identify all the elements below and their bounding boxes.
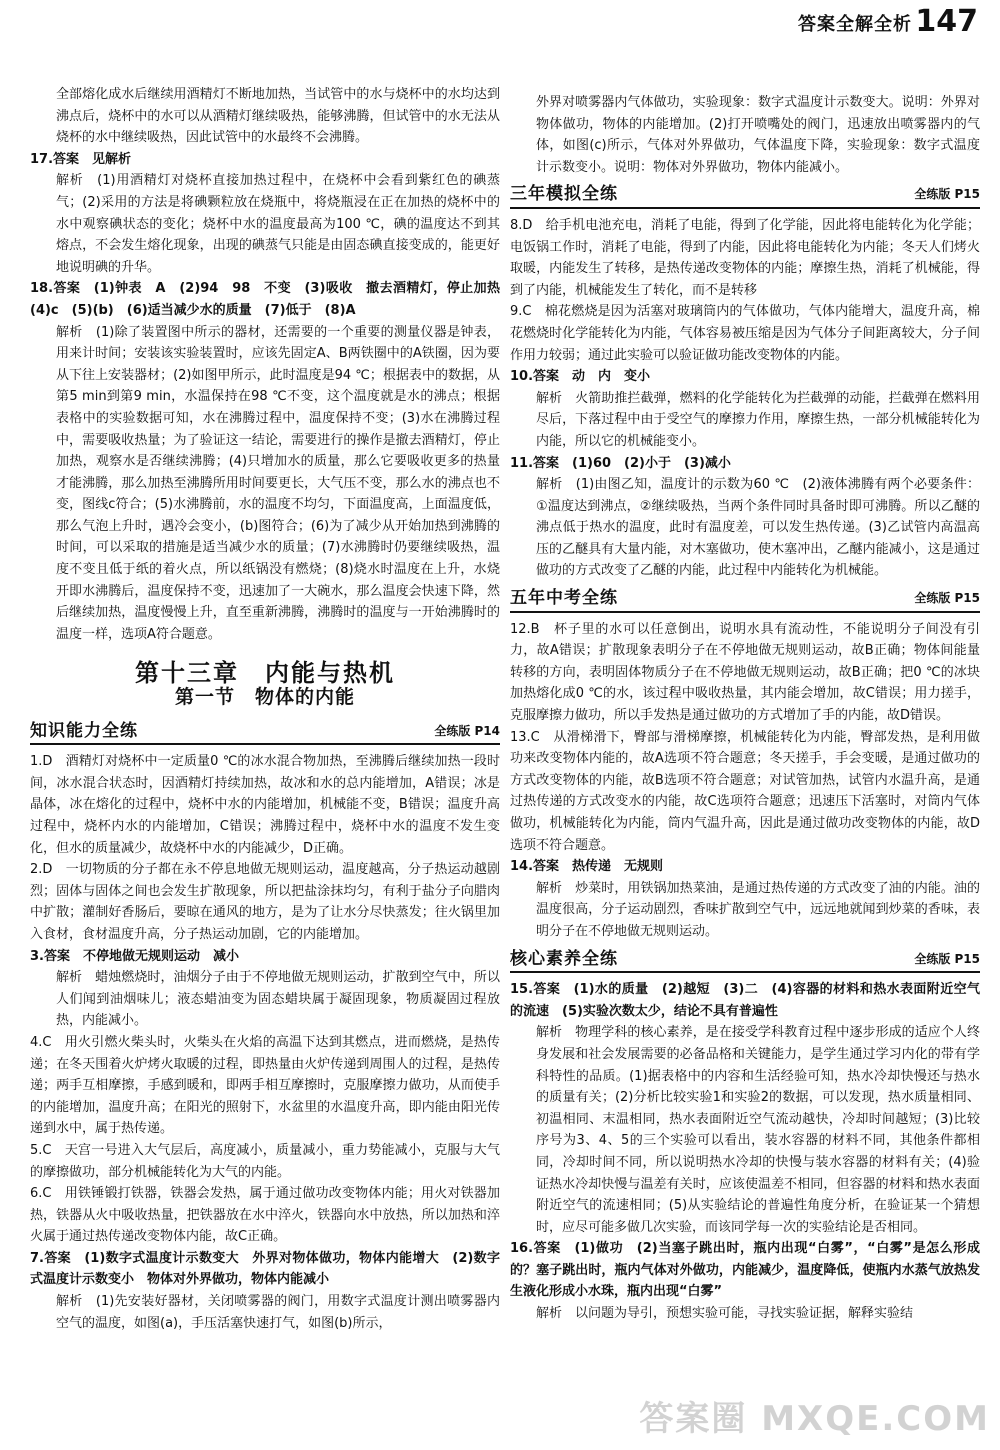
answer-6: 6.C 用铁锤锻打铁器，铁器会发热，属于通过做功改变物体内能；用火对铁器加热，铁器从火中吸收热量，把铁器放在水中淬火，铁器向水中放热，所以加热和淬火属于通过热传递改变物体内能，故C正确。	[30, 1186, 500, 1245]
continued-text: 全部熔化成水后继续用酒精灯不断地加热，当试管中的水与烧杯中的水均达到沸点后，烧杯中的水可以从酒精灯继续吸热，能够沸腾，但试管中的水无法从烧杯的水中继续吸热，因此试管中的水最终不会沸腾。	[56, 87, 500, 146]
section-title: 第一节 物体的内能	[174, 686, 355, 709]
section-header-knowledge	[30, 721, 500, 746]
answer-17: 17.答案 见解析	[30, 151, 132, 167]
analysis-18: 解析 (1)除了装置图中所示的器材，还需要的一个重要的测量仪器是钟表，用来计时间；安装该实验装置时，应该先固定A、B两铁圈中的A铁圈，因为要从下往上安装器材；(2)如图甲所示，此时温度是94 ℃；根据表中的数据，从第5 min到第9 min，水温保持在98 ℃不变，这个温度就是水的沸点；根据表格中的实验数据可知，水在沸腾过程中，温度保持不变；(3)水在沸腾过程中，需要吸收热量；为了验证这一结论，需要进行的操作是撤去酒精灯，停止加热，观察水是否继续沸腾；(4)只增加水的质量，那么它要吸收更多的热量才能沸腾，那么加热至沸腾所用时间要更长，大气压不变，那么水的沸点也不变，图线c符合；(5)水沸腾前，水的温度不均匀，下面温度高，上面温度低，那么气泡上升时，遇冷会变小，(b)图符合；(6)为了减少从开始加热到沸腾的时间，可以采取的措施是适当减少水的质量；(7)水沸腾时仍要继续吸热，温度不变且低于纸的着火点，所以纸锅没有燃烧；(8)烧水时温度在上升，水烧开即水沸腾后，温度保持不变，迅速加了一大碗水，那么温度会快速下降，然后继续加热，温度慢慢上升，直至重新沸腾，沸腾时的温度与一开始沸腾时的温度一样，选项A符合题意。	[56, 324, 500, 642]
analysis-7: 解析 (1)先安装好器材，关闭喷雾器的阀门，用数字式温度计测出喷雾器内空气的温度，如图(a)，手压活塞快速打气，如图(b)所示，	[56, 1294, 500, 1331]
answer-5: 5.C 天宫一号进入大气层后，高度减小，质量减小，重力势能减小，克服与大气的摩擦做功，部分机械能转化为大气的内能。	[30, 1142, 500, 1180]
section-header-core-literacy	[510, 949, 980, 974]
answer-1: 1.D 酒精灯对烧杯中一定质量0 ℃的冰水混合物加热，至沸腾后继续加热一段时间，冰水混合状态时，因酒精灯持续加热，故冰和水的总内能增加，A错误；冰是晶体，冰在熔化的过程中，烧杯中水的内能增加，机械能不变，B错误；温度升高过程中，烧杯内水的内能增加，C错误；沸腾过程中，烧杯中水的温度不发生变化，但水的质量减少，故烧杯中水的内能减少，D正确。	[30, 754, 500, 856]
answer-8: 8.D 给手机电池充电，消耗了电能，得到了化学能，因此将电能转化为化学能；电饭锅工作时，消耗了电能，得到了内能，因此将电能转化为内能；冬天人们烤火取暖，内能发生了转移，是热传递改变物体的内能；摩擦生热，消耗了机械能，得到了内能，机械能发生了转化，而不是转移	[510, 217, 980, 298]
answer-4: 4.C 用火引燃火柴头时，火柴头在火焰的高温下达到其燃点，进而燃烧，是热传递；在冬天围着火炉烤火取暖的过程，即热量由火炉传递到周围人的过程，是热传递；两手互相摩擦，手感到暖和，即两手相互摩擦时，克服摩擦力做功，从而使手的内能增加，温度升高；在阳光的照射下，水盆里的水温度升高，即内能由阳光传递到水中，属于热传递。	[30, 1034, 500, 1137]
answer-12: 12.B 杯子里的水可以任意倒出，说明水具有流动性，不能说明分子间没有引力，故A错误；扩散现象表明分子在不停地做无规则运动，故B正确；物体间能量转移的方向，表明固体物质分子在不停地做无规则运动，故B正确；把0 ℃的冰块加热熔化成0 ℃的水，该过程中吸收热量，其内能会增加，故C错误；用力搓手，克服摩擦力做功，所以手发热是通过做功的方式增加了手的内能，故D错误。	[510, 621, 980, 724]
analysis-15: 解析 物理学科的核心素养，是在接受学科教育过程中逐步形成的适应个人终身发展和社会发展需要的必备品格和关键能力，是学生通过学习内化的带有学科特性的品质。(1)据表格中的内容和生活经验可知，热水冷却快慢还与热水的质量有关；(2)分析比较实验1和实验2的数据，可以发现，热水质量相同、初温相同、末温相同，热水表面附近空气流动越快，冷却时间越短；(3)比较序号为3、4、5的三个实验可以看出，装水容器的材料不同，其他条件都相同，冷却时间不同，所以说明热水冷却的快慢与装水容器的材料有关；(4)验证热水冷却快慢与温差有关时，应该使温差不相同，但容器的材料和热水表面附近空气的流速相同；(5)从实验结论的普遍性角度分析，在验证某一个猜想时，应尽可能多做几次实验，而该同学每一次的实验结论是否相同。	[536, 1025, 980, 1235]
analysis-16: 解析 以问题为导引，预想实验可能，寻找实验证据，解释实验结	[536, 1306, 914, 1322]
section-name: 三年模拟全练	[510, 184, 618, 205]
section-ref: 全练版 P14	[434, 723, 500, 738]
answer-10: 10.答案 动 内 变小	[510, 369, 651, 385]
analysis-10: 解析 火箭助推拦截弹，燃料的化学能转化为拦截弹的动能，拦截弹在燃料用尽后，下落过程中由于受空气的摩擦力作用，摩擦生热，一部分机械能转化为内能，所以它的机械能变小。	[536, 390, 980, 449]
answer-13: 13.C 从滑梯滑下，臀部与滑梯摩擦，机械能转化为内能，臀部发热，是利用做功来改变物体内能的，故A选项不符合题意；冬天搓手，手会变暖，是通过做功的方式改变物体的内能，故B选项不符合题意；对试管加热，试管内水温升高，是通过热传递的方式改变水的内能，故C选项符合题意；迅速压下活塞时，对筒内气体做功，机械能转化为内能，筒内气温升高，因此是通过做功改变物体的内能，故D选项不符合题意。	[510, 729, 980, 853]
analysis-3: 解析 蜡烛燃烧时，油烟分子由于不停地做无规则运动，扩散到空气中，所以人们闻到油烟味儿；液态蜡油变为固态蜡块属于凝固现象，物质凝固过程放热，内能减小。	[56, 970, 500, 1029]
answer-15: 15.答案 (1)水的质量 (2)越短 (3)二 (4)容器的材料和热水表面附近空气的流速 (5)实验次数太少，结论不具有普遍性	[510, 982, 980, 1019]
section-name: 知识能力全练	[30, 720, 138, 741]
header-title: 答案全解全析	[798, 14, 912, 35]
answer-7: 7.答案 (1)数字式温度计示数变大 外界对物体做功，物体内能增大 (2)数字式温度计示数变小 物体对外界做功，物体内能减小	[30, 1250, 500, 1288]
answer-2: 2.D 一切物质的分子都在永不停息地做无规则运动，温度越高，分子热运动越剧烈；固体与固体之间也会发生扩散现象，所以把盐涂抹均匀，有利于盐分子向腊肉中扩散；灌制好香肠后，要晾在通风的地方，是为了让水分尽快蒸发；往火锅里加入食材，食材温度升高，分子热运动加剧，它的内能增加。	[30, 862, 500, 942]
answer-9: 9.C 棉花燃烧是因为活塞对玻璃筒内的气体做功，气体内能增大，温度升高，棉花燃烧时化学能转化为内能，气体容易被压缩是因为气体分子间距离较大，分子间作用力较弱；通过此实验可以验证做功能改变物体的内能。	[510, 304, 980, 363]
section-ref: 全练版 P15	[914, 187, 980, 202]
answer-16: 16.答案 (1)做功 (2)当塞子跳出时，瓶内出现“白雾”，“白雾”是怎么形成的？塞子跳出时，瓶内气体对外做功，内能减少，温度降低，使瓶内水蒸气放热发生液化形成小水珠，瓶内出现“白雾”	[510, 1241, 980, 1300]
answer-14: 14.答案 热传递 无规则	[510, 859, 664, 875]
answer-18: 18.答案 (1)钟表 A (2)94 98 不变 (3)吸收 撤去酒精灯，停止加热 (4)c (5)(b) (6)适当减少水的质量 (7)低于 (8)A	[30, 281, 514, 318]
chapter-title: 第十三章 内能与热机	[135, 659, 395, 688]
section-name: 五年中考全练	[510, 588, 618, 609]
answer-3: 3.答案 不停地做无规则运动 减小	[30, 948, 239, 964]
left-column	[30, 84, 514, 1334]
section-ref: 全练版 P15	[914, 591, 980, 606]
page-number: 147	[915, 4, 978, 39]
continued-text-right: 外界对喷雾器内气体做功，实验现象：数字式温度计示数变大。说明：外界对物体做功，物体的内能增加。(2)打开喷嘴处的阀门，迅速放出喷雾器内的气体，如图(c)所示，气体对外界做功，气体温度下降，实验现象：数字式温度计示数变小。说明：物体对外界做功，物体内能减小。	[536, 95, 980, 175]
section-ref: 全练版 P15	[914, 951, 980, 966]
section-header-three-year	[510, 184, 980, 209]
watermark-logo: 答案圈 MXQE.COM	[639, 1399, 990, 1439]
analysis-11: 解析 (1)由图乙知，温度计的示数为60 ℃ (2)液体沸腾有两个必要条件：①温度达到沸点，②继续吸热，当两个条件同时具备时即可沸腾。所以乙醚的沸点低于热水的温度，此时有温度差，可以发生热传递。(3)乙试管内高温高压的乙醚具有大量内能，对木塞做功，使木塞冲出，乙醚内能减小，这是通过做功的方式改变了乙醚的内能，此过程中内能转化为机械能。	[536, 477, 980, 579]
answer-11: 11.答案 (1)60 (2)小于 (3)减小	[510, 455, 731, 471]
section-header-five-year	[510, 588, 980, 613]
right-column	[510, 92, 980, 1325]
section-name: 核心素养全练	[510, 948, 618, 969]
analysis-14: 解析 炒菜时，用铁锅加热菜油，是通过热传递的方式改变了油的内能。油的温度很高，分子运动剧烈，香味扩散到空气中，远远地就闻到炒菜的香味，表明分子在不停地做无规则运动。	[536, 880, 980, 939]
page-header	[0, 0, 1000, 46]
analysis-17: 解析 (1)用酒精灯对烧杯直接加热过程中，在烧杯中会看到紫红色的碘蒸气；(2)采用的方法是将碘颗粒放在烧瓶中，将烧瓶浸在正在加热的烧杯中的水中观察碘状态的变化；烧杯中水的温度最高为100 ℃，碘的温度达不到其熔点，不会发生熔化现象，出现的碘蒸气只能是由固态碘直接变成的，能更好地说明碘的升华。	[56, 173, 500, 275]
